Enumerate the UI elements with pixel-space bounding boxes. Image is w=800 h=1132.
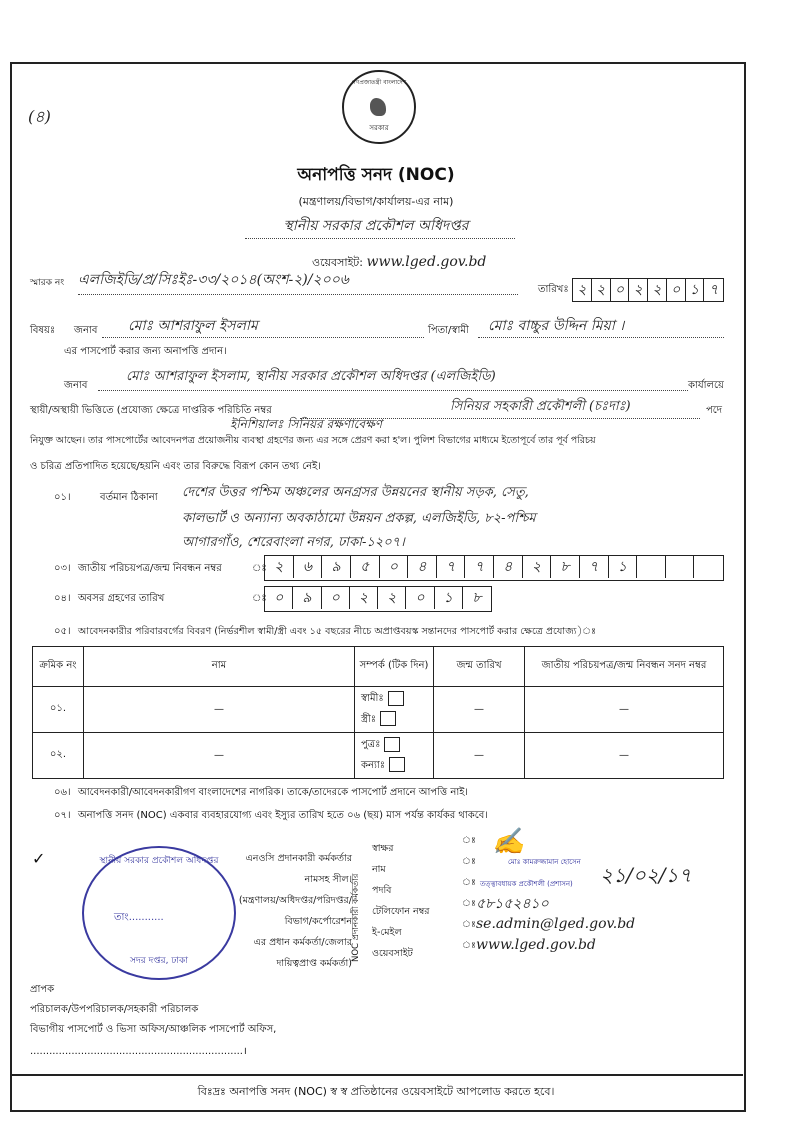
issuer-line-6: দায়িত্বপ্রাপ্ত কর্মকর্তা) <box>276 958 352 969</box>
address-line-2: কালভার্ট ও অন্যান্য অবকাঠামো উন্নয়ন প্রকল্প, এলজিইডি, ৮২-পশ্চিম <box>182 511 536 526</box>
header-serial: ক্রমিক নং <box>33 647 84 687</box>
rel-wife-label: স্ত্রীঃ <box>361 713 377 725</box>
field-website-label: ওয়েবসাইট <box>372 948 413 959</box>
para3-text: নিযুক্ত আছেন। তার পাসপোর্টের আবেদনপত্র প্রয়োজনীয় ব্যবস্থা গ্রহণের জন্য এর সঙ্গে প্রেরণ করা হ'ল। পুলিশ বিভাগের মাধ্যমে ইতোপূর্বে তার পূর্ব পরিচয় <box>30 435 596 446</box>
field-website-value: www.lged.gov.bd <box>476 937 596 953</box>
item6-text: আবেদনকারী/আবেদনকারীগণ বাংলাদেশের নাগরিক। তাকে/তাদেরকে পাসপোর্ট প্রদানে আপত্তি নাই। <box>78 787 469 798</box>
header-name: নাম <box>84 647 355 687</box>
row1-name: — <box>84 687 355 733</box>
row2-serial: ০২. <box>33 733 84 779</box>
name-underline <box>102 337 424 338</box>
retire-digit: ৯ <box>293 587 321 609</box>
issuer-line-3: (মন্ত্রণালয়/অধিদপ্তর/পরিদপ্তর/ <box>238 895 352 906</box>
issuer-line-1: এনওসি প্রদানকারী কর্মকর্তার <box>245 853 352 864</box>
nid-digit: ০ <box>380 556 409 578</box>
memo-value: এলজিইডি/প্র/সিঃইঃ-৩৩/২০১৪(অংশ-২)/২০০৬ <box>78 272 349 288</box>
date-boxes <box>572 278 724 302</box>
noc-vertical-label: NOC প্রদানকারী কর্মকর্তার <box>351 873 361 962</box>
header-dob: জন্ম তারিখ <box>434 647 525 687</box>
para1-suffix: কার্যালয়ে <box>688 380 724 391</box>
nid-digit: ৯ <box>322 556 351 578</box>
father-name: মোঃ বাচ্চুর উদ্দিন মিয়া । <box>488 318 625 334</box>
retire-digit: ০ <box>322 587 350 609</box>
nid-digit: ৫ <box>351 556 380 578</box>
recipient-line-2: বিভাগীয় পাসপোর্ট ও ভিসা অফিস/আঞ্চলিক পাসপোর্ট অফিস, <box>30 1024 277 1035</box>
item5-label: আবেদনকারীর পরিবারবর্গের বিবরণ (নির্ভরশীল স্বামী/স্ত্রী এবং ১৫ বছরের নীচে অপ্রাপ্তবয়স্ক সন্তানদের পাসপোর্ট করার ক্ষেত্রে প্রযোজ্য)ঃ <box>78 626 597 637</box>
retire-digit: ০ <box>406 587 434 609</box>
page-subtitle: (মন্ত্রণালয়/বিভাগ/কার্যালয়-এর নাম) <box>298 195 454 208</box>
seal-center-text: তাং........... <box>114 912 164 923</box>
item1-label: বর্তমান ঠিকানা <box>100 492 158 503</box>
father-label: পিতা/স্বামী <box>428 325 469 336</box>
para2-text: স্থায়ী/অস্থায়ী ভিত্তিতে (প্রযোজ্য ক্ষেত্রে দাপ্তরিক পরিচিতি নম্বর <box>30 405 272 416</box>
subject-label: বিষয়ঃ <box>30 325 56 336</box>
son-checkbox[interactable] <box>384 737 400 752</box>
field-row: স্বাক্ষর ঃ ✍ <box>372 827 525 857</box>
nid-digit <box>694 556 723 578</box>
nid-colon: ঃ <box>252 563 267 574</box>
header-relation: সম্পর্ক (টিক দিন) <box>355 647 434 687</box>
office-underline <box>245 238 515 239</box>
office-seal <box>82 846 236 980</box>
para3-hand: ইনিশিয়ালঃ সিনিয়র রক্ষণাবেক্ষণ <box>230 417 383 431</box>
date-digit: ৭ <box>709 282 719 298</box>
retire-digit: ৮ <box>472 590 482 606</box>
page-title: অনাপত্তি সনদ (NOC) <box>297 165 455 185</box>
issuer-block <box>228 848 352 974</box>
field-row: পদবি ঃ তত্ত্বাবধায়ক প্রকৌশলী (প্রশাসন) <box>372 877 573 896</box>
recipient-line-1: পরিচালক/উপপরিচালক/সহকারী পরিচালক <box>30 1004 199 1015</box>
retire-boxes <box>264 586 492 612</box>
website-line <box>312 254 486 270</box>
table-row <box>33 733 724 779</box>
field-name-value: মোঃ কামরুজ্জামান হোসেন <box>508 858 581 866</box>
recipient-title: প্রাপক <box>30 984 55 995</box>
date-digit: ২ <box>573 279 592 301</box>
date-digit: ২ <box>648 279 667 301</box>
nid-digit <box>666 556 695 578</box>
rel-son-label: পুত্রঃ <box>361 739 381 750</box>
item7-number: ০৭। <box>54 810 71 821</box>
date-digit: ২ <box>592 279 611 301</box>
website-value: www.lged.gov.bd <box>366 254 487 270</box>
field-designation-label: পদবি <box>372 885 392 896</box>
row1-nid: — <box>525 687 724 733</box>
nid-digit: ৮ <box>551 556 580 578</box>
field-row: নাম ঃ মোঃ কামরুজ্জামান হোসেন <box>372 856 581 875</box>
row2-dob: — <box>434 733 525 779</box>
field-phone-value: ৫৮১৫২৪১০ <box>476 896 549 912</box>
date-digit: ২ <box>629 279 648 301</box>
rel-husband-label: স্বামীঃ <box>361 693 384 704</box>
family-table <box>32 646 724 779</box>
retire-digit: ১ <box>435 587 463 609</box>
field-row: ওয়েবসাইট ঃ www.lged.gov.bd <box>372 937 596 959</box>
check-mark: ✓ <box>32 849 46 868</box>
item4-label: অবসর গ্রহণের তারিখ <box>78 593 165 604</box>
row1-serial: ০১. <box>33 687 84 733</box>
retire-colon: ঃ <box>252 593 267 604</box>
item3-number: ০৩। <box>54 563 71 574</box>
page-mark: (৪) <box>28 107 51 126</box>
item4-number: ০৪। <box>54 593 71 604</box>
nid-digit: ২ <box>523 556 552 578</box>
para4-text: ও চরিত্র প্রতিপাদিত হয়েছে/হয়নি এবং তার বিরুদ্ধে বিরূপ কোন তথ্য নেই। <box>30 461 321 472</box>
office-name: স্থানীয় সরকার প্রকৌশল অধিদপ্তর <box>283 218 469 234</box>
rel-daughter-label: কন্যাঃ <box>361 759 386 771</box>
table-row <box>33 687 724 733</box>
husband-checkbox[interactable] <box>388 691 404 706</box>
memo-underline <box>78 294 518 295</box>
row1-relation <box>355 687 434 733</box>
daughter-checkbox[interactable] <box>389 757 405 772</box>
field-row: টেলিফোন নম্বর ঃ ৫৮১৫২৪১০ <box>372 896 549 917</box>
emblem-bottom-text: সরকার <box>369 124 389 132</box>
sign-fields <box>372 827 722 962</box>
para2-hand: সিনিয়র সহকারী প্রকৌশলী (চঃদাঃ) <box>450 399 631 414</box>
date-digit: ১ <box>686 279 705 301</box>
row2-nid: — <box>525 733 724 779</box>
item1-number: ০১। <box>54 492 71 503</box>
seal-bottom-text: সদর দপ্তর, ঢাকা <box>130 956 188 966</box>
footer-note: বিঃদ্রঃ অনাপত্তি সনদ (NOC) স্ব স্ব প্রতিষ্ঠানের ওয়েবসাইটে আপলোড করতে হবে। <box>197 1085 555 1098</box>
issuer-line-5: এর প্রধান কর্মকর্তা/জেলার <box>253 937 352 948</box>
memo-label: স্মারক নং <box>30 278 65 288</box>
para1-underline <box>98 390 688 391</box>
nid-digit: ৭ <box>580 556 609 578</box>
website-label: ওয়েবসাইট: <box>312 256 363 269</box>
retire-digit: ২ <box>378 587 406 609</box>
nid-digit: ৪ <box>494 556 523 578</box>
emblem-ring-text: গণপ্রজাতন্ত্রী বাংলাদেশ <box>351 79 407 86</box>
date-label: তারিখঃ <box>538 284 569 295</box>
para1-hand: মোঃ আশরাফুল ইসলাম, স্থানীয় সরকার প্রকৌশল অধিদপ্তর (এলজিইডি) <box>126 369 496 384</box>
nid-digit: ৬ <box>294 556 323 578</box>
row2-name: — <box>84 733 355 779</box>
nid-boxes <box>264 555 724 581</box>
header-nid: জাতীয় পরিচয়পত্র/জন্ম নিবন্ধন সনদ নম্বর <box>525 647 724 687</box>
field-row: ই-মেইল ঃ se.admin@lged.gov.bd <box>372 916 636 938</box>
row2-relation <box>355 733 434 779</box>
handwritten-date: ২১/০২/১৭ <box>600 863 692 887</box>
recipient-line-3: ...................................................................। <box>30 1046 247 1057</box>
item3-label: জাতীয় পরিচয়পত্র/জন্ম নিবন্ধন নম্বর <box>78 563 222 574</box>
field-designation-value: তত্ত্বাবধায়ক প্রকৌশলী (প্রশাসন) <box>480 880 573 888</box>
field-email-label: ই-মেইল <box>372 927 402 938</box>
retire-digit: ০ <box>265 587 293 609</box>
father-underline <box>478 337 724 338</box>
item7-text: অনাপত্তি সনদ (NOC) একবার ব্যবহারযোগ্য এবং ইস্যুর তারিখ হতে ০৬ (ছয়) মাস পর্যন্ত কার্যকর থাকবে। <box>78 810 488 821</box>
para2-suffix: পদে <box>706 405 723 416</box>
retire-digit: ২ <box>350 587 378 609</box>
issuer-line-4: বিভাগ/কর্পোরেশন <box>284 916 352 927</box>
field-name-label: নাম <box>372 864 386 875</box>
address-line-3: আগারগাঁও, শেরেবাংলা নগর, ঢাকা-১২০৭। <box>182 535 405 550</box>
nid-digit: ১ <box>609 556 638 578</box>
field-phone-label: টেলিফোন নম্বর <box>372 906 430 917</box>
footer-divider <box>11 1074 743 1076</box>
item5-number: ০৫। <box>54 626 71 637</box>
nid-digit: ৭ <box>465 556 494 578</box>
wife-checkbox[interactable] <box>380 711 396 726</box>
subject-line-2: এর পাসপোর্ট করার জন্য অনাপত্তি প্রদান। <box>64 346 227 357</box>
applicant-name: মোঃ আশরাফুল ইসলাম <box>128 318 258 334</box>
nid-digit: ৭ <box>437 556 466 578</box>
date-digit: ০ <box>667 279 686 301</box>
field-email-value: se.admin@lged.gov.bd <box>476 916 636 932</box>
row1-dob: — <box>434 687 525 733</box>
address-line-1: দেশের উত্তর পশ্চিম অঞ্চলের অনগ্রসর উন্নয়নের স্থানীয় সড়ক, সেতু, <box>182 485 529 500</box>
nid-digit <box>637 556 666 578</box>
signature-scribble: ✍ <box>492 827 525 857</box>
field-signature-label: স্বাক্ষর <box>372 843 394 854</box>
date-digit: ০ <box>611 279 630 301</box>
subject-janab: জনাব <box>74 325 98 336</box>
item6-number: ০৬। <box>54 787 71 798</box>
nid-digit: ২ <box>265 556 294 578</box>
seal-ring-text: স্থানীয় সরকার প্রকৌশল অধিদপ্তর <box>99 856 219 866</box>
para1-prefix: জনাব <box>64 380 88 391</box>
nid-digit: ৪ <box>408 556 437 578</box>
issuer-line-2: নামসহ সীল। <box>304 874 352 885</box>
